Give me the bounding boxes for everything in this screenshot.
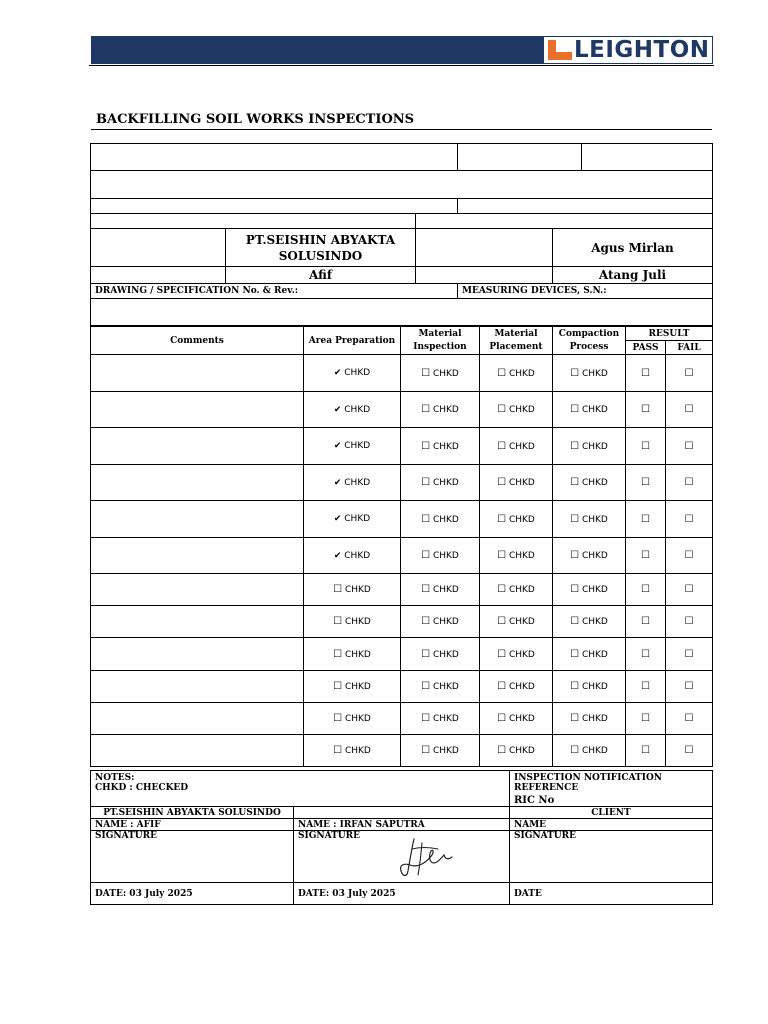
checkbox-icon: ☐: [497, 440, 507, 452]
checkbox-icon: ☐: [497, 367, 507, 379]
checkbox-icon: ☐: [497, 550, 507, 561]
chkd-label: CHKD: [508, 551, 535, 561]
checkbox-icon: ☐: [421, 745, 431, 756]
col-material-inspection: Material Inspection: [401, 327, 480, 355]
notes: [91, 771, 510, 807]
info-field-7: [91, 214, 416, 229]
checkbox-icon: ☐: [641, 367, 650, 379]
chkd-label: CHKD: [344, 617, 371, 627]
checkbox-icon: ☐: [421, 584, 431, 595]
table-row: [91, 355, 713, 392]
col-comments: Comments: [91, 327, 304, 355]
checkbox-icon: ☐: [421, 681, 431, 692]
signature-label-2: SIGNATURE: [294, 830, 509, 841]
table-row: [91, 392, 713, 428]
pass-cell[interactable]: [626, 606, 666, 638]
chkd-label: CHKD: [508, 585, 535, 595]
fail-cell[interactable]: [666, 606, 713, 638]
checkbox-icon: ☐: [333, 616, 343, 627]
material-placement-cell[interactable]: [480, 465, 553, 501]
checkbox-icon: ☐: [684, 550, 694, 561]
header-rule: [89, 65, 714, 66]
checkbox-icon: ☐: [421, 367, 431, 379]
chkd-label: CHKD: [581, 405, 608, 415]
checkbox-icon: ☐: [684, 648, 694, 660]
chkd-label: CHKD: [508, 441, 535, 452]
chkd-label: CHKD: [508, 649, 535, 660]
area-preparation-cell[interactable]: [304, 392, 401, 428]
chkd-label: CHKD: [581, 441, 608, 452]
measuring-label: MEASURING DEVICES, S.N.:: [458, 284, 713, 299]
table-row: [91, 428, 713, 465]
table-row: [91, 703, 713, 735]
chkd-label: CHKD: [581, 617, 608, 627]
checkbox-icon: ☐: [684, 477, 694, 488]
info-field-5: [91, 199, 458, 214]
area-preparation-cell[interactable]: [304, 735, 401, 767]
table-row: [91, 638, 713, 671]
area-preparation-cell[interactable]: [304, 465, 401, 501]
comment-cell[interactable]: [91, 606, 304, 638]
material-placement-cell[interactable]: [480, 574, 553, 606]
name-1: NAME : AFIF: [95, 820, 161, 830]
info-field-3: [582, 144, 713, 171]
checkbox-icon: ☐: [421, 713, 431, 724]
checkmark-icon: ✔: [333, 514, 342, 524]
checkbox-icon: ☐: [684, 713, 694, 724]
table-row: [91, 735, 713, 767]
material-inspection-cell[interactable]: [401, 606, 480, 638]
material-placement-cell[interactable]: [480, 501, 553, 538]
client-label: CLIENT: [510, 807, 713, 819]
col-area-preparation: Area Preparation: [304, 327, 401, 355]
pass-cell[interactable]: [626, 465, 666, 501]
chkd-label: CHKD: [432, 514, 459, 525]
chkd-label: CHKD: [432, 649, 459, 660]
checkbox-icon: ☐: [570, 440, 580, 452]
checkbox-icon: ☐: [497, 681, 507, 692]
material-inspection-cell[interactable]: [401, 501, 480, 538]
signature-block-1: [91, 819, 294, 883]
chkd-label: CHKD: [581, 746, 608, 756]
checkbox-icon: ☐: [421, 616, 431, 627]
info-field-2: [458, 144, 582, 171]
checkbox-icon: ☐: [641, 745, 650, 756]
compaction-process-cell[interactable]: [553, 465, 626, 501]
chkd-label: CHKD: [508, 714, 535, 724]
chkd-label: CHKD: [344, 550, 371, 561]
footer-table: [90, 770, 713, 905]
checkbox-icon: ☐: [421, 550, 431, 561]
drawing-label: DRAWING / SPECIFICATION No. & Rev.:: [91, 284, 458, 299]
chkd-label: CHKD: [508, 617, 535, 627]
checkbox-icon: ☐: [641, 513, 650, 525]
info-table: [90, 143, 713, 326]
checkbox-icon: ☐: [684, 513, 694, 525]
chkd-label: CHKD: [344, 746, 371, 756]
checkbox-icon: ☐: [684, 745, 694, 756]
fail-cell[interactable]: [666, 428, 713, 465]
checkbox-icon: ☐: [497, 404, 507, 415]
info-field-12: [416, 267, 553, 284]
material-placement-cell[interactable]: [480, 428, 553, 465]
fail-cell[interactable]: [666, 735, 713, 767]
chkd-label: CHKD: [432, 551, 459, 561]
comment-cell[interactable]: [91, 703, 304, 735]
page-title: BACKFILLING SOIL WORKS INSPECTIONS: [96, 112, 415, 127]
checkmark-icon: ✔: [333, 550, 342, 561]
info-field-4: [91, 171, 713, 199]
col-compaction-process: Compaction Process: [553, 327, 626, 355]
chkd-label: CHKD: [344, 368, 371, 378]
chkd-label: CHKD: [581, 478, 608, 488]
company-name: PT.SEISHIN ABYAKTA SOLUSINDO: [226, 229, 416, 267]
compaction-process-cell[interactable]: [553, 392, 626, 428]
area-preparation-cell[interactable]: [304, 703, 401, 735]
notes-text: CHKD : CHECKED: [95, 783, 189, 793]
chkd-label: CHKD: [432, 682, 459, 692]
area-preparation-cell[interactable]: [304, 638, 401, 671]
fail-cell[interactable]: [666, 638, 713, 671]
chkd-label: CHKD: [581, 551, 608, 561]
checkbox-icon: ☐: [684, 616, 694, 627]
area-preparation-cell[interactable]: [304, 574, 401, 606]
chkd-label: CHKD: [581, 682, 608, 692]
checkbox-icon: ☐: [684, 367, 694, 379]
chkd-label: CHKD: [508, 368, 535, 379]
pass-cell[interactable]: [626, 392, 666, 428]
comment-cell[interactable]: [91, 538, 304, 574]
compaction-process-cell[interactable]: [553, 574, 626, 606]
signature-label-3: SIGNATURE: [510, 830, 712, 841]
comment-cell[interactable]: [91, 465, 304, 501]
checkbox-icon: ☐: [421, 513, 431, 525]
comment-cell[interactable]: [91, 428, 304, 465]
inr-value: RIC No: [514, 795, 555, 806]
area-preparation-cell[interactable]: [304, 355, 401, 392]
checkbox-icon: ☐: [421, 477, 431, 488]
checkbox-icon: ☐: [641, 440, 650, 452]
checkbox-icon: ☐: [570, 584, 580, 595]
checkmark-icon: ✔: [333, 477, 342, 488]
client-person-2: Atang Juli: [553, 267, 713, 284]
col-pass: PASS: [626, 341, 666, 355]
chkd-label: CHKD: [432, 478, 459, 488]
checkbox-icon: ☐: [333, 648, 343, 660]
fail-cell[interactable]: [666, 501, 713, 538]
material-placement-cell[interactable]: [480, 703, 553, 735]
checkbox-icon: ☐: [684, 404, 694, 415]
checkbox-icon: ☐: [570, 681, 580, 692]
checkbox-icon: ☐: [570, 616, 580, 627]
chkd-label: CHKD: [344, 441, 371, 451]
checkmark-icon: ✔: [333, 368, 342, 378]
area-preparation-cell[interactable]: [304, 606, 401, 638]
checkbox-icon: ☐: [641, 550, 650, 561]
chkd-label: CHKD: [508, 682, 535, 692]
material-inspection-cell[interactable]: [401, 465, 480, 501]
checkbox-icon: ☐: [684, 584, 694, 595]
material-placement-cell[interactable]: [480, 392, 553, 428]
table-row: [91, 671, 713, 703]
table-row: [91, 574, 713, 606]
material-inspection-cell[interactable]: [401, 638, 480, 671]
signature-block-2: [294, 819, 510, 883]
material-placement-cell[interactable]: [480, 355, 553, 392]
checkbox-icon: ☐: [421, 648, 431, 660]
client-person-1: Agus Mirlan: [553, 229, 713, 267]
checkbox-icon: ☐: [333, 713, 343, 724]
material-inspection-cell[interactable]: [401, 355, 480, 392]
fail-cell[interactable]: [666, 355, 713, 392]
comment-cell[interactable]: [91, 735, 304, 767]
inr-label: INSPECTION NOTIFICATION REFERENCE: [514, 773, 663, 793]
pass-cell[interactable]: [626, 428, 666, 465]
pass-cell[interactable]: [626, 355, 666, 392]
pass-cell[interactable]: [626, 538, 666, 574]
material-placement-cell[interactable]: [480, 735, 553, 767]
table-row: [91, 538, 713, 574]
checkbox-icon: ☐: [641, 477, 650, 488]
material-placement-cell[interactable]: [480, 671, 553, 703]
checkbox-icon: ☐: [641, 616, 650, 627]
chkd-label: CHKD: [344, 404, 371, 415]
date-1: DATE: 03 July 2025: [91, 883, 294, 905]
area-preparation-cell[interactable]: [304, 538, 401, 574]
checkbox-icon: ☐: [570, 648, 580, 660]
notes-label: NOTES:: [95, 773, 135, 783]
checkbox-icon: ☐: [641, 681, 650, 692]
compaction-process-cell[interactable]: [553, 428, 626, 465]
checkbox-icon: ☐: [333, 681, 343, 692]
inspection-table: [90, 326, 713, 767]
chkd-label: CHKD: [344, 682, 371, 692]
compaction-process-cell[interactable]: [553, 703, 626, 735]
checkbox-icon: ☐: [570, 477, 580, 488]
col-material-placement: Material Placement: [480, 327, 553, 355]
pass-cell[interactable]: [626, 735, 666, 767]
fail-cell[interactable]: [666, 703, 713, 735]
chkd-label: CHKD: [432, 746, 459, 756]
pass-cell[interactable]: [626, 574, 666, 606]
checkbox-icon: ☐: [497, 713, 507, 724]
comment-cell[interactable]: [91, 355, 304, 392]
col-result: RESULT: [626, 327, 713, 341]
checkbox-icon: ☐: [641, 648, 650, 660]
pass-cell[interactable]: [626, 671, 666, 703]
checkbox-icon: ☐: [641, 584, 650, 595]
chkd-label: CHKD: [432, 441, 459, 452]
pass-cell[interactable]: [626, 703, 666, 735]
name-3: NAME: [514, 820, 547, 830]
checkbox-icon: ☐: [333, 584, 343, 595]
footer-blank: [294, 807, 510, 819]
checkbox-icon: ☐: [570, 745, 580, 756]
area-preparation-cell[interactable]: [304, 428, 401, 465]
chkd-label: CHKD: [581, 514, 608, 525]
comment-cell[interactable]: [91, 501, 304, 538]
material-placement-cell[interactable]: [480, 638, 553, 671]
title-rule: [91, 129, 712, 130]
fail-cell[interactable]: [666, 671, 713, 703]
chkd-label: CHKD: [581, 368, 608, 379]
compaction-process-cell[interactable]: [553, 638, 626, 671]
compaction-process-cell[interactable]: [553, 501, 626, 538]
date-2: DATE: 03 July 2025: [294, 883, 510, 905]
inspection-notification: [510, 771, 713, 807]
checkbox-icon: ☐: [684, 440, 694, 452]
chkd-label: CHKD: [432, 714, 459, 724]
checkbox-icon: ☐: [570, 367, 580, 379]
compaction-process-cell[interactable]: [553, 355, 626, 392]
company-person: Afif: [226, 267, 416, 284]
name-2: NAME : IRFAN SAPUTRA: [298, 820, 425, 830]
logo-text: LEIGHTON: [574, 37, 710, 63]
info-field-10: [416, 229, 553, 267]
checkbox-icon: ☐: [570, 550, 580, 561]
chkd-label: CHKD: [344, 714, 371, 724]
chkd-label: CHKD: [432, 405, 459, 415]
checkmark-icon: ✔: [333, 404, 342, 415]
info-field-6: [458, 199, 713, 214]
comment-cell[interactable]: [91, 574, 304, 606]
fail-cell[interactable]: [666, 538, 713, 574]
checkbox-icon: ☐: [641, 404, 650, 415]
area-preparation-cell[interactable]: [304, 671, 401, 703]
checkbox-icon: ☐: [570, 713, 580, 724]
pass-cell[interactable]: [626, 638, 666, 671]
info-field-8: [416, 214, 713, 229]
material-inspection-cell[interactable]: [401, 671, 480, 703]
compaction-process-cell[interactable]: [553, 671, 626, 703]
fail-cell[interactable]: [666, 574, 713, 606]
chkd-label: CHKD: [508, 478, 535, 488]
material-placement-cell[interactable]: [480, 538, 553, 574]
chkd-label: CHKD: [344, 477, 371, 488]
info-field-9: [91, 229, 226, 267]
comment-cell[interactable]: [91, 638, 304, 671]
chkd-label: CHKD: [581, 714, 608, 724]
compaction-process-cell[interactable]: [553, 606, 626, 638]
checkbox-icon: ☐: [497, 745, 507, 756]
chkd-label: CHKD: [344, 514, 371, 524]
chkd-label: CHKD: [432, 617, 459, 627]
checkbox-icon: ☐: [641, 713, 650, 724]
checkbox-icon: ☐: [333, 745, 343, 756]
chkd-label: CHKD: [344, 649, 371, 660]
checkbox-icon: ☐: [421, 404, 431, 415]
material-inspection-cell[interactable]: [401, 428, 480, 465]
chkd-label: CHKD: [581, 585, 608, 595]
comment-cell[interactable]: [91, 392, 304, 428]
checkmark-icon: ✔: [333, 441, 342, 451]
checkbox-icon: ☐: [497, 616, 507, 627]
table-row: [91, 465, 713, 501]
info-field-1: [91, 144, 458, 171]
checkbox-icon: ☐: [497, 584, 507, 595]
area-preparation-cell[interactable]: [304, 501, 401, 538]
chkd-label: CHKD: [508, 405, 535, 415]
drawing-value: [91, 299, 713, 326]
chkd-label: CHKD: [344, 585, 371, 595]
chkd-label: CHKD: [508, 514, 535, 525]
checkbox-icon: ☐: [497, 648, 507, 660]
date-3: DATE: [510, 883, 713, 905]
material-inspection-cell[interactable]: [401, 735, 480, 767]
checkbox-icon: ☐: [684, 681, 694, 692]
material-placement-cell[interactable]: [480, 606, 553, 638]
chkd-label: CHKD: [432, 368, 459, 379]
compaction-process-cell[interactable]: [553, 538, 626, 574]
signature-label-1: SIGNATURE: [91, 830, 293, 841]
contractor-name: PT.SEISHIN ABYAKTA SOLUSINDO: [91, 807, 294, 819]
checkbox-icon: ☐: [497, 477, 507, 488]
material-inspection-cell[interactable]: [401, 574, 480, 606]
material-inspection-cell[interactable]: [401, 538, 480, 574]
checkbox-icon: ☐: [421, 440, 431, 452]
checkbox-icon: ☐: [497, 513, 507, 525]
material-inspection-cell[interactable]: [401, 392, 480, 428]
pass-cell[interactable]: [626, 501, 666, 538]
chkd-label: CHKD: [432, 585, 459, 595]
fail-cell[interactable]: [666, 465, 713, 501]
material-inspection-cell[interactable]: [401, 703, 480, 735]
comment-cell[interactable]: [91, 671, 304, 703]
signature-block-3: [510, 819, 713, 883]
col-fail: FAIL: [666, 341, 713, 355]
handwritten-signature: [398, 833, 458, 881]
chkd-label: CHKD: [508, 746, 535, 756]
fail-cell[interactable]: [666, 392, 713, 428]
compaction-process-cell[interactable]: [553, 735, 626, 767]
table-row: [91, 501, 713, 538]
checkbox-icon: ☐: [570, 404, 580, 415]
table-row: [91, 606, 713, 638]
checkbox-icon: ☐: [570, 513, 580, 525]
chkd-label: CHKD: [581, 649, 608, 660]
info-field-11: [91, 267, 226, 284]
